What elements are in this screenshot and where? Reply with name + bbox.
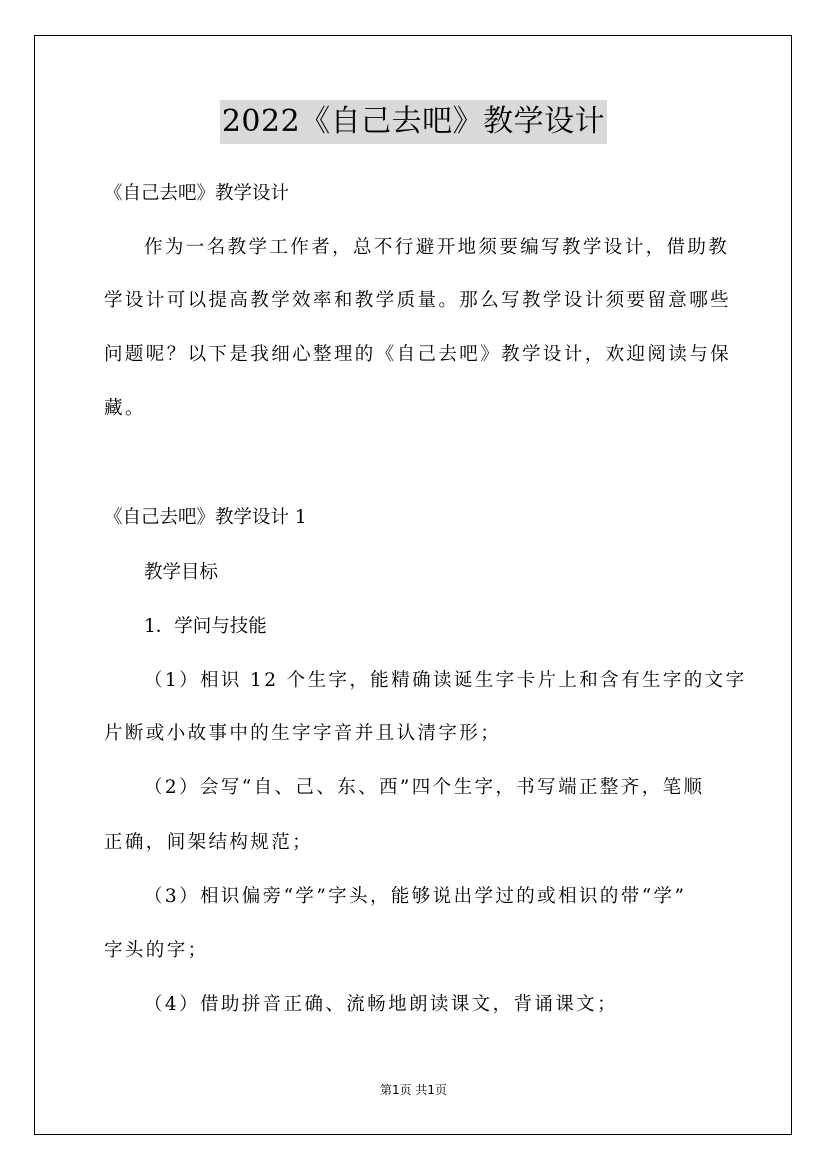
page-number-footer: 第1页 共1页 [379, 1083, 448, 1097]
title-container [0, 100, 827, 144]
body-text-line: （4）借助拼音正确、流畅地朗读课文，背诵课文； [144, 994, 618, 1015]
body-text-line: （2）会写“自、己、东、西”四个生字，书写端正整齐，笔顺 [144, 777, 705, 798]
intro-paragraph-line: 作为一名教学工作者，总不行避开地须要编写教学设计，借助教 [144, 237, 730, 258]
document-title: 2022《自己去吧》教学设计 [220, 100, 607, 144]
document-subtitle: 《自己去吧》教学设计 [104, 183, 290, 204]
objectives-heading: 教学目标 [144, 562, 219, 583]
body-text-line: （1）相识 12 个生字，能精确读诞生字卡片上和含有生字的文字 [144, 670, 747, 691]
body-text-line: 正确，间架结构规范； [104, 832, 314, 853]
section-heading: 《自己去吧》教学设计 1 [104, 507, 307, 528]
objective-item-heading: 1．学问与技能 [144, 616, 267, 637]
body-text-line: 片断或小故事中的生字字音并且认清字形； [104, 723, 502, 744]
body-text-line: 字头的字； [104, 940, 209, 961]
body-text-line: （3）相识偏旁“学”字头，能够说出学过的或相识的带“学” [144, 886, 687, 907]
intro-paragraph-line: 藏。 [104, 398, 146, 419]
intro-paragraph-line: 学设计可以提高教学效率和教学质量。那么写教学设计须要留意哪些 [104, 290, 732, 311]
intro-paragraph-line: 问题呢？以下是我细心整理的《自己去吧》教学设计，欢迎阅读与保 [104, 344, 732, 365]
